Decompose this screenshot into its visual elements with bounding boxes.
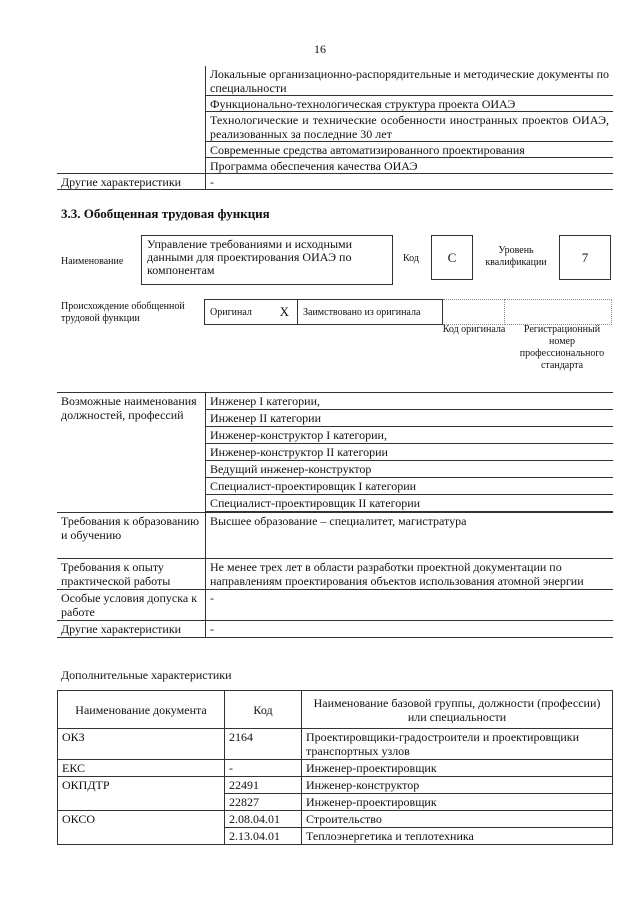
header-document: Наименование документа bbox=[58, 691, 225, 729]
knowledge-item: Программа обеспечения качества ОИАЭ bbox=[210, 159, 418, 173]
position-item: Инженер-конструктор II категории bbox=[206, 444, 614, 461]
original-mark: X bbox=[279, 304, 289, 319]
page-number: 16 bbox=[314, 42, 326, 56]
group-cell: Инженер-конструктор bbox=[302, 777, 613, 794]
position-item: Инженер I категории, bbox=[206, 393, 614, 410]
header-code: Код bbox=[225, 691, 302, 729]
original-label: Оригинал bbox=[210, 306, 252, 318]
header-group: Наименование базовой группы, должности (профессии) или специальности bbox=[302, 691, 613, 729]
position-item: Специалист-проектировщик I категории bbox=[206, 478, 614, 495]
doc-cell: ОКПДТР bbox=[58, 777, 225, 811]
requirements-table bbox=[57, 512, 613, 638]
group-cell: Проектировщики-градостроители и проектировщики транспортных узлов bbox=[302, 729, 613, 760]
name-label: Наименование bbox=[61, 256, 124, 267]
group-cell: Инженер-проектировщик bbox=[302, 760, 613, 777]
requirement-value: Высшее образование – специалитет, магистратура bbox=[206, 513, 614, 559]
knowledge-item: Локальные организационно-распорядительные и методические документы по специальности bbox=[206, 66, 614, 96]
other-characteristics-value: - bbox=[206, 174, 614, 190]
position-item: Специалист-проектировщик II категории bbox=[206, 495, 614, 512]
section-title: 3.3. Обобщенная трудовая функция bbox=[61, 206, 270, 221]
requirement-label: Другие характеристики bbox=[57, 621, 206, 638]
doc-cell: ОКЗ bbox=[58, 729, 225, 760]
knowledge-table bbox=[57, 66, 613, 190]
origin-reg-cell bbox=[505, 299, 612, 325]
code-label: Код bbox=[403, 253, 419, 264]
requirement-value: - bbox=[206, 590, 614, 621]
group-cell: Теплоэнергетика и теплотехника bbox=[302, 828, 613, 845]
positions-table bbox=[57, 392, 613, 512]
position-item: Инженер II категории bbox=[206, 410, 614, 427]
group-cell: Инженер-проектировщик bbox=[302, 794, 613, 811]
qualification-level: 7 bbox=[559, 235, 611, 280]
origin-row bbox=[204, 299, 612, 325]
knowledge-item: Современные средства автоматизированного проектирования bbox=[206, 142, 614, 158]
doc-cell: ЕКС bbox=[58, 760, 225, 777]
function-name: Управление требованиями и исходными данными для проектирования ОИАЭ по компонентам bbox=[141, 235, 393, 285]
requirement-value: - bbox=[206, 621, 614, 638]
positions-label: Возможные наименования должностей, профессий bbox=[57, 393, 206, 512]
code-cell: 22491 bbox=[225, 777, 302, 794]
origin-label: Происхождение обобщенной трудовой функции bbox=[61, 301, 185, 324]
function-code: C bbox=[431, 235, 473, 280]
original-cell bbox=[204, 299, 298, 325]
other-characteristics-label: Другие характеристики bbox=[57, 174, 206, 190]
code-cell: - bbox=[225, 760, 302, 777]
origin-code-cell bbox=[443, 299, 505, 325]
code-cell: 2.08.04.01 bbox=[225, 811, 302, 828]
additional-title: Дополнительные характеристики bbox=[61, 668, 232, 682]
additional-table bbox=[57, 690, 613, 845]
level-label: Уровень квалификации bbox=[485, 245, 547, 268]
knowledge-item: Функционально-технологическая структура проекта ОИАЭ bbox=[206, 96, 614, 112]
requirement-label: Особые условия допуска к работе bbox=[57, 590, 206, 621]
requirement-value: Не менее трех лет в области разработки проектной документации по направлениям проектирования объектов использования атомной энергии bbox=[206, 559, 614, 590]
code-caption: Код оригинала bbox=[442, 324, 506, 335]
requirement-label: Требования к образованию и обучению bbox=[57, 513, 206, 559]
group-cell: Строительство bbox=[302, 811, 613, 828]
reg-caption: Регистрационный номер профессионального стандарта bbox=[519, 324, 605, 371]
code-cell: 22827 bbox=[225, 794, 302, 811]
doc-cell: ОКСО bbox=[58, 811, 225, 845]
position-item: Ведущий инженер-конструктор bbox=[206, 461, 614, 478]
borrowed-label: Заимствовано из оригинала bbox=[298, 299, 443, 325]
code-cell: 2164 bbox=[225, 729, 302, 760]
requirement-label: Требования к опыту практической работы bbox=[57, 559, 206, 590]
code-cell: 2.13.04.01 bbox=[225, 828, 302, 845]
knowledge-item: Технологические и технические особенности иностранных проектов ОИАЭ, реализованных за последние 30 лет bbox=[206, 112, 614, 142]
position-item: Инженер-конструктор I категории, bbox=[206, 427, 614, 444]
